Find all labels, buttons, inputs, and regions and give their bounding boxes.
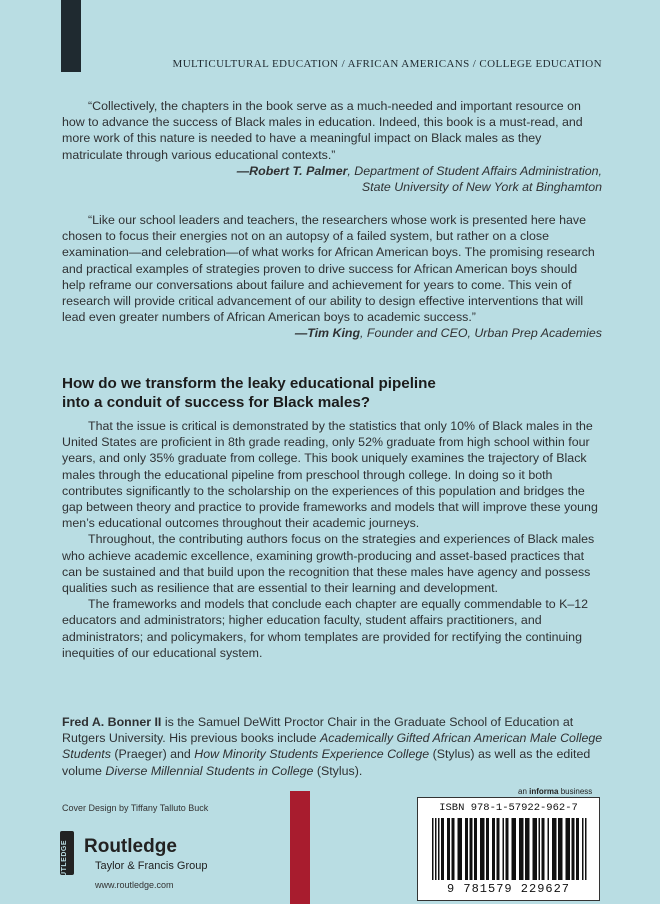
publisher-name: Routledge [84,836,177,857]
quote-2-author: Tim King [307,326,361,341]
barcode-bar [458,818,463,880]
barcode-bar [432,818,434,880]
barcode-bar [582,818,584,880]
barcode-bar [542,818,545,880]
description-paragraph-3: The frameworks and models that conclude each chapter are equally commendable to K–12 educators and administrators; higher education faculty, student affairs practitioners, and administrators; and policymakers, for whom templates are provided for rectifying the continuing inequities of our educational system. [62,597,589,660]
editor-name: Fred A. Bonner II [62,715,162,729]
routledge-logo-icon: ROUTLEDGE [60,831,74,875]
barcode-bars [432,818,588,880]
barcode-bar [506,818,509,880]
endorsement-quote-2 [62,212,602,342]
barcode-bar [576,818,579,880]
quote-1-attribution: —Robert T. Palmer, Department of Student Affairs Administration, [236,163,602,178]
quote-1-affiliation: State University of New York at Binghamton [361,180,602,195]
barcode-bar [525,818,530,880]
barcode-bar [533,818,538,880]
barcode-bar [452,818,455,880]
back-cover-headline: How do we transform the leaky educational pipeline into a conduit of success for Black males? [62,375,436,411]
bottom-accent-bar [290,791,310,904]
barcode-bar [566,818,571,880]
barcode-bar [512,818,517,880]
barcode-bar [548,818,550,880]
barcode-bar [519,818,524,880]
subject-categories: MULTICULTURAL EDUCATION / AFRICAN AMERICANS / COLLEGE EDUCATION [172,58,602,70]
book-title-3: Diverse Millennial Students in College [105,763,314,778]
barcode-bar [486,818,489,880]
quote-1-author: Robert T. Palmer [249,163,348,178]
barcode-bar [497,818,500,880]
book-description [62,418,602,661]
quote-2-text: “Like our school leaders and teachers, the researchers whose work is presented here have chosen to focus their energies not on an autopsy of a failed system, but rather on a close examination—and celebration—of what works for African American boys. The promising research and practical examples of strategies proven to drive success for African American boys should help reframe our conversations about failure and achievement for years to come. This vein of research will provide critical advancement of our ability to design effective interventions that will lead even greater numbers of African American boys to academic success.” [62,213,595,325]
description-paragraph-1: That the issue is critical is demonstrated by the statistics that only 10% of Black males in the United States are proficient in 8th grade reading, only 52% graduate from high school within four years, and only 35% graduate from college. This book uniquely examines the trajectory of Black males through the educational pipeline from preschool through college. In doing so it both contributes significantly to the scholarship on the experiences of this population and bridges the gap between theory and practice to provide frameworks and models that will improve these young men’s educational outcomes throughout their academic journeys. [62,419,598,531]
isbn-label: ISBN 978-1-57922-962-7 [439,802,578,814]
book-title-2: How Minority Students Experience College [194,747,430,762]
barcode-bar [465,818,468,880]
barcode-bar [474,818,477,880]
quote-1-text: “Collectively, the chapters in the book serve as a much-needed and important resource on how to advance the success of Black males in education. Indeed, this book is a must-read, and more work of this nature is needed to have a meaningful impact on Black males as they matriculate through various educational contexts.” [62,99,583,162]
barcode-bar [441,818,444,880]
barcode-bar [480,818,485,880]
barcode-bar [470,818,473,880]
quote-2-attribution: —Tim King, Founder and CEO, Urban Prep Academies [294,326,602,341]
barcode-bar [572,818,575,880]
barcode-bar [435,818,437,880]
barcode-bar [492,818,495,880]
barcode-bar [539,818,541,880]
publisher-group: Taylor & Francis Group [95,860,208,872]
top-accent-bar [61,0,81,72]
editor-bio: Fred A. Bonner II is the Samuel DeWitt Proctor Chair in the Graduate School of Education at Rutgers University. His previous books include Academically Gifted African American Male College Students (Praeger) and How Minority Students Experience College (Stylus) as well as the edited volume Diverse Millennial Students in College (Stylus). [62,715,603,778]
description-paragraph-2: Throughout, the contributing authors focus on the strategies and experiences of Black males who achieve academic excellence, examining growth-producing and asset-based practices that can be sustained and that build upon the recognition that these males have agency and possess qualities such as resilience that are essential to their learning and development. [62,532,595,596]
barcode-bar [585,818,587,880]
barcode-bar [438,818,440,880]
barcode-bar [503,818,505,880]
barcode-bar [558,818,563,880]
endorsement-quote-1 [62,98,602,195]
informa-business-tag: an informa business [518,787,593,796]
barcode-bar [552,818,557,880]
cover-design-credit: Cover Design by Tiffany Talluto Buck [62,803,209,813]
barcode-number: 9 781579 229627 [446,882,571,896]
book-title-1: Academically Gifted African American Male College Students [62,731,603,762]
isbn-barcode [417,797,600,901]
barcode-bar [447,818,450,880]
publisher-website[interactable]: www.routledge.com [95,880,174,890]
